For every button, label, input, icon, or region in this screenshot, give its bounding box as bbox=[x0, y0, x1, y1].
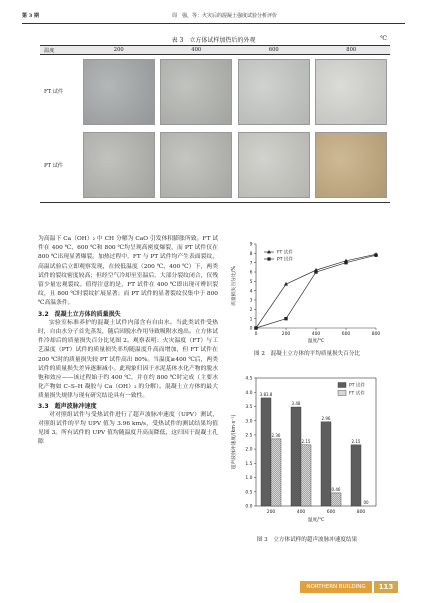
data-label: 2.15 bbox=[351, 439, 361, 445]
y-tick-label: 1.5 bbox=[245, 461, 253, 467]
figure-3 bbox=[226, 370, 388, 530]
series-line-ft bbox=[256, 254, 376, 328]
y-tick-label: 2.0 bbox=[245, 447, 253, 453]
data-point bbox=[254, 326, 257, 329]
x-tick-label: 200 bbox=[266, 510, 276, 515]
x-tick-label: 800 bbox=[356, 510, 366, 515]
table-cell bbox=[313, 55, 391, 129]
y-tick-label: 4.5 bbox=[245, 376, 253, 382]
y-tick-label: 5 bbox=[249, 279, 253, 285]
data-label: 3.83.8 bbox=[259, 392, 273, 398]
specimen-appearance-table bbox=[40, 45, 390, 203]
paragraph: 实验室标准养护的混凝土试件内部含有自由水。当此类试件受热时，自由水分子首先蒸发，随后因脱水作用导致吸附水逸出。立方体试件冷却后的质量损失百分比见图 2。观察表明：火灾温度（FT）与工艺温度（PT）试件的质量损失率均随温度升高而增加，但 FT 试件在 200 ℃时的质量损失较 PT 试件高出 80%。当温度≥400 ℃后，两类试件的质量损失差异逐渐减小。此现象归因于水泥基体水化产物的脱水饱和效应——该过程始于约 400 ℃，并在约 800 ℃时完成（主要水化产物如 C–S–H 凝胶与 Ca（OH）₂ 的分解）。混凝土立方体的最大质量损失规律与现有研究结论具有一致性。 bbox=[38, 319, 218, 400]
legend-label: FT 试件 bbox=[349, 391, 365, 397]
bar-pt bbox=[291, 407, 301, 506]
running-head bbox=[22, 10, 405, 24]
specimen-photo bbox=[83, 59, 155, 125]
data-point bbox=[344, 261, 347, 264]
table-header-cell: 400 bbox=[158, 46, 236, 55]
y-tick-label: 8 bbox=[249, 251, 253, 257]
y-tick-label: 0.0 bbox=[245, 504, 253, 510]
x-tick-label: 200 bbox=[281, 332, 291, 337]
bar-pt bbox=[261, 398, 271, 506]
page-number: 113 bbox=[374, 581, 398, 593]
specimen-photo bbox=[160, 132, 232, 198]
y-axis-label: 超声波脉冲速度/(km·s⁻¹) bbox=[232, 414, 237, 470]
specimen-photo bbox=[238, 59, 310, 125]
x-axis-label: 温度/℃ bbox=[307, 339, 325, 344]
table-cell bbox=[80, 55, 158, 129]
y-tick-label: 6 bbox=[249, 270, 253, 276]
y-tick-label: 1 bbox=[249, 317, 253, 323]
data-label: 2.36 bbox=[271, 433, 281, 439]
legend-label: PT 试件 bbox=[277, 257, 293, 263]
header-rule bbox=[22, 23, 405, 24]
row-label: FT 试件 bbox=[44, 89, 64, 96]
x-tick-label: 400 bbox=[311, 332, 321, 337]
journal-name: NORTHERN BUILDING bbox=[300, 581, 372, 593]
body-column-left bbox=[38, 235, 218, 448]
bar-hatch bbox=[301, 445, 311, 506]
table-cell bbox=[80, 129, 158, 203]
figure-2 bbox=[226, 236, 388, 344]
y-tick-label: 2.5 bbox=[245, 433, 253, 439]
section-heading: 3.2 混凝土立方体的质量损失 bbox=[38, 310, 121, 318]
running-title: 周 强，等：火灾后的混凝土强度试验分析评价 bbox=[172, 13, 278, 19]
table-header-cell: 200 bbox=[80, 46, 158, 55]
x-tick-label: 600 bbox=[341, 332, 351, 337]
paragraph: 对对照组试件与受热试件进行了超声波脉冲速度（UPV）测试，对照组试件的平均 UPV 值为 3.96 km/s，受热试件的测试结果均值见图 3。所有试件的 UPV 值均随温度升高而降低，这归因于混凝土孔隙 bbox=[38, 411, 218, 446]
table-cell bbox=[235, 55, 313, 129]
figure-3-caption: 图 3 立方体试样的超声波脉冲速度结果 bbox=[256, 537, 358, 543]
upv-bar-chart bbox=[226, 370, 388, 530]
data-label: 3.48 bbox=[291, 401, 301, 407]
paragraph: 为高温下 Ca（OH）₂ 中 CH 分解为 CaO 引发体积膨胀所致。FT 试件在 400 ℃、600 ℃和 800 ℃均呈现高密度爆裂，而 PT 试件仅在 800 ℃出现显著爆裂。加热过程中，FT 与 PT 试件均产生表面裂纹，高温试验后立即观察发现，在较低温度（200 ℃、400 ℃）下，两类试件的裂纹密度较高；但经空气冷却至室温后，大部分裂纹闭合，仅残留少量宏观裂纹。值得注意的是，FT 试件在 400 ℃即出现可辨识裂纹，且 800 ℃时裂纹扩展显著；而 PT 试件的显著裂纹仅集中于 800 ℃高温条件。 bbox=[38, 236, 218, 307]
data-label: 2.15 bbox=[301, 439, 311, 445]
x-tick-label: 0 bbox=[254, 332, 258, 337]
section-heading: 3.3 超声波脉冲速度 bbox=[38, 402, 97, 410]
bar-pt bbox=[321, 422, 331, 506]
series-line-pt bbox=[256, 255, 376, 328]
table-row bbox=[40, 129, 390, 203]
legend-swatch bbox=[338, 391, 346, 396]
y-tick-label: 4.0 bbox=[245, 390, 253, 396]
mass-loss-line-chart bbox=[226, 236, 388, 344]
table-header-cell: 温度 bbox=[40, 46, 80, 55]
specimen-photo bbox=[238, 132, 310, 198]
table-cell bbox=[158, 55, 236, 129]
table-header-cell: 800 bbox=[313, 46, 391, 55]
table-cell bbox=[158, 129, 236, 203]
table-header-row bbox=[40, 46, 390, 55]
legend-marker bbox=[267, 257, 270, 260]
bar-pt bbox=[351, 445, 361, 506]
data-point bbox=[314, 270, 317, 273]
row-label: PT 试件 bbox=[40, 129, 80, 203]
table-caption: 表 3 立方体试样加热后的外观 bbox=[171, 37, 256, 44]
x-axis-label: 温度/℃ bbox=[307, 518, 325, 523]
y-tick-label: 9 bbox=[249, 242, 253, 248]
y-tick-label: 2 bbox=[249, 307, 253, 313]
data-point bbox=[374, 254, 377, 257]
y-tick-label: 3.0 bbox=[245, 419, 253, 425]
data-label: 2.96 bbox=[321, 416, 331, 422]
specimen-photo bbox=[160, 59, 232, 125]
x-tick-label: 400 bbox=[296, 510, 306, 515]
y-tick-label: 0.5 bbox=[245, 490, 253, 496]
bar-hatch bbox=[331, 493, 341, 506]
y-tick-label: 3 bbox=[249, 298, 253, 304]
specimen-photo bbox=[315, 59, 387, 125]
x-tick-label: 600 bbox=[326, 510, 336, 515]
table-cell bbox=[235, 129, 313, 203]
legend-label: PT 试件 bbox=[349, 383, 365, 389]
bar-hatch bbox=[271, 439, 281, 506]
y-axis-label: 质量损失百分比/% bbox=[232, 266, 237, 306]
x-tick-label: 800 bbox=[371, 332, 381, 337]
y-tick-label: 3.5 bbox=[245, 405, 253, 411]
table-header-cell: 600 bbox=[235, 46, 313, 55]
legend-label: FT 试件 bbox=[277, 250, 293, 256]
y-tick-label: 7 bbox=[249, 261, 253, 267]
issue-number: 第 3 期 bbox=[22, 13, 39, 19]
y-tick-label: 4 bbox=[249, 289, 253, 295]
y-tick-label: 1.0 bbox=[245, 476, 253, 482]
data-label: 00 bbox=[363, 500, 369, 506]
legend-swatch bbox=[338, 383, 346, 388]
specimen-photo bbox=[83, 132, 155, 198]
y-tick-label: 0 bbox=[249, 326, 253, 332]
figure-2-caption: 图 2 混凝土立方体的平均质量损失百分比 bbox=[253, 351, 361, 357]
table-unit: ℃ bbox=[380, 35, 387, 42]
data-label: 0.46 bbox=[331, 487, 341, 493]
table-row bbox=[40, 55, 390, 129]
data-point bbox=[284, 317, 287, 320]
table-cell bbox=[313, 129, 391, 203]
specimen-photo bbox=[315, 132, 387, 198]
